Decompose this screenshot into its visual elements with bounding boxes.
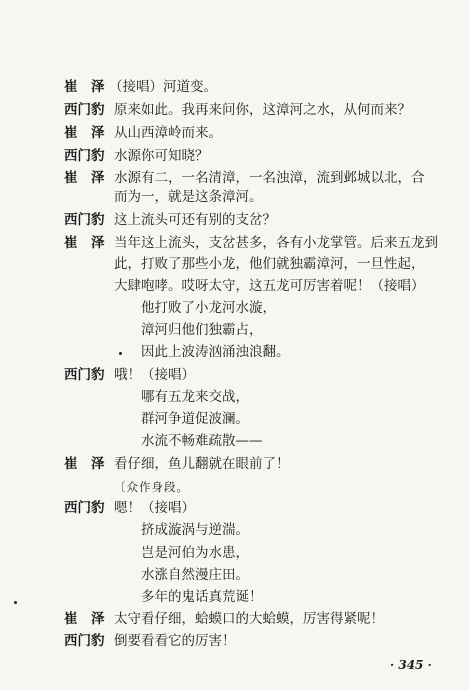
dialogue-line: 看仔细，鱼儿翻就在眼前了！: [114, 456, 290, 472]
dialogue-line: 原来如此。我再来问你，这漳河之水，从何而来？: [114, 102, 411, 118]
speaker-label: 崔 泽: [64, 125, 105, 141]
dialogue-line: 太守看仔细，蛤蟆口的大蛤蟆，厉害得紧呢！: [114, 611, 384, 627]
speaker-label: 西门豹: [64, 102, 105, 118]
dialogue-line: 嗯！（接唱）: [114, 500, 195, 516]
speaker-label: 西门豹: [64, 148, 105, 164]
dialogue-line: 哦！（接唱）: [114, 367, 195, 383]
dialogue-line: 水源有二，一名清漳，一名浊漳，流到邺城以北，合: [114, 170, 425, 186]
stage-direction: 〔众作身段。: [114, 480, 189, 494]
verse-line: 因此上波涛汹涌浊浪翻。: [141, 344, 290, 360]
dialogue-line: 从山西漳岭而来。: [114, 125, 222, 141]
ink-dot: [119, 352, 122, 355]
dialogue-line: 这上流头可还有别的支岔？: [114, 212, 276, 228]
dialogue-line: 此，打败了那些小龙，他们就独霸漳河，一旦性起，: [114, 256, 425, 272]
ink-dot: [14, 601, 17, 604]
verse-line: 岂是河伯为水患，: [141, 545, 249, 561]
dialogue-line: 大肆咆哮。哎呀太守，这五龙可厉害着呢！（接唱）: [114, 278, 425, 294]
verse-line: 他打败了小龙河水漩，: [141, 300, 276, 316]
verse-line: 水涨自然漫庄田。: [141, 567, 249, 583]
verse-line: 多年的鬼话真荒诞！: [141, 589, 263, 605]
dialogue-line: 水源你可知晓？: [114, 148, 209, 164]
page-number: · 345 ·: [390, 658, 432, 672]
speaker-label: 崔 泽: [64, 170, 105, 186]
dialogue-line: （接唱）河道变。: [109, 79, 217, 95]
speaker-label: 西门豹: [64, 367, 105, 383]
speaker-label: 西门豹: [64, 212, 105, 228]
speaker-label: 崔 泽: [64, 456, 105, 472]
verse-line: 挤成漩涡与逆湍。: [141, 522, 249, 538]
speaker-label: 西门豹: [64, 633, 105, 649]
dialogue-line: 而为一，就是这条漳河。: [114, 189, 263, 205]
dialogue-line: 当年这上流头，支岔甚多，各有小龙掌管。后来五龙到: [114, 235, 438, 251]
dialogue-line: 倒要看看它的厉害！: [114, 633, 236, 649]
verse-line: 哪有五龙来交战，: [141, 389, 249, 405]
verse-line: 漳河归他们独霸占，: [141, 322, 263, 338]
speaker-label: 崔 泽: [64, 79, 105, 95]
speaker-label: 崔 泽: [64, 235, 105, 251]
verse-line: 水流不畅难疏散——: [141, 433, 263, 449]
speaker-label: 西门豹: [64, 500, 105, 516]
verse-line: 群河争道促波澜。: [141, 411, 249, 427]
speaker-label: 崔 泽: [64, 611, 105, 627]
